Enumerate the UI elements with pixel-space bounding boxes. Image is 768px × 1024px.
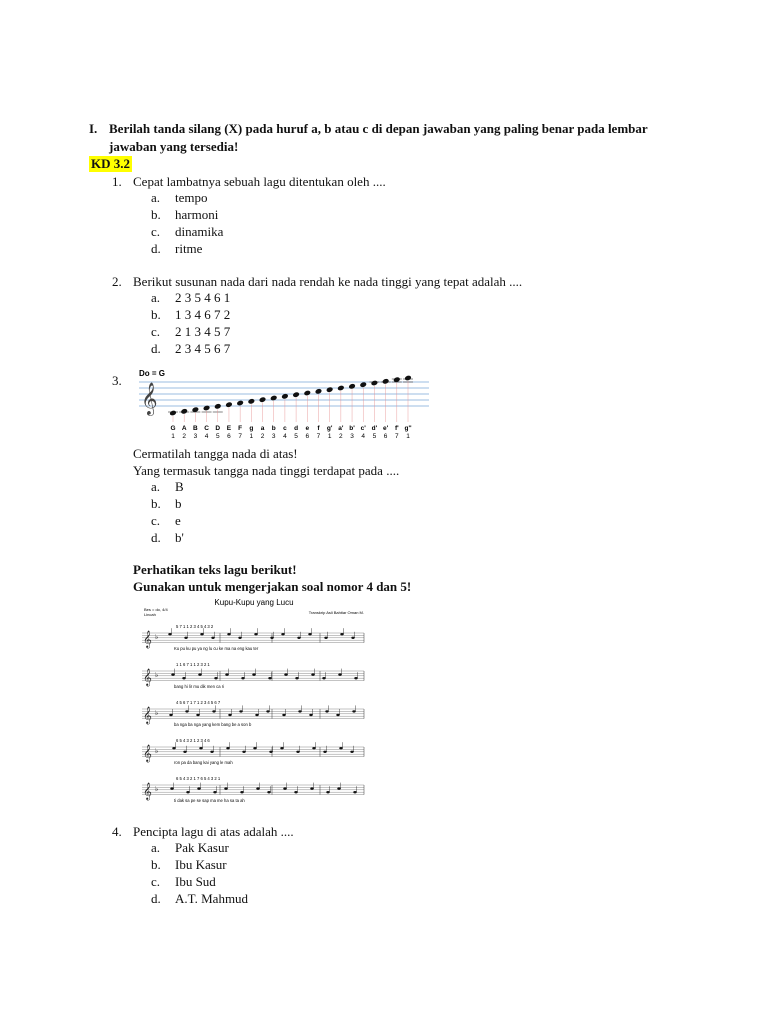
treble-clef-icon: 𝄞 — [143, 745, 152, 762]
question-number: 4. — [112, 824, 122, 839]
song-note — [213, 791, 216, 793]
scale-number: 6 — [305, 433, 310, 440]
flat-icon: ♭ — [155, 672, 159, 679]
scale-number: 2 — [339, 433, 343, 440]
song-note — [226, 747, 229, 749]
treble-clef-icon: 𝄞 — [143, 669, 152, 686]
song-note — [354, 677, 357, 679]
instruction-line-2: jawaban yang tersedia! — [109, 139, 239, 154]
instruction-line-1: Berilah tanda silang (X) pada huruf a, b atau c di depan jawaban yang paling benar pada lembar — [109, 121, 648, 136]
scale-number: 1 — [406, 433, 410, 440]
song-note — [196, 714, 199, 716]
song-note — [197, 787, 200, 789]
song-note — [200, 633, 203, 635]
option-letter: c. — [151, 874, 161, 889]
scale-letter: f' — [394, 425, 399, 432]
scale-letter: c — [283, 425, 287, 432]
option-letter: d. — [151, 530, 161, 545]
staff-lyrics: Ku pu ku pu ya ng lu cu ke ma na eng kau ter — [174, 646, 259, 651]
treble-clef-icon: 𝄞 — [143, 707, 152, 724]
scale-letter: g'' — [404, 425, 412, 432]
option-text: b' — [175, 530, 184, 545]
option-letter: c. — [151, 513, 161, 528]
song-note — [336, 714, 339, 716]
scale-letter: c' — [360, 425, 366, 432]
song-sheet-image — [140, 597, 368, 820]
scale-number: 7 — [238, 433, 242, 440]
song-note — [168, 633, 171, 635]
option-letter: a. — [151, 840, 161, 855]
option-text: harmoni — [175, 207, 219, 222]
song-note — [353, 791, 356, 793]
scale-letter: b' — [349, 425, 355, 432]
option-letter: d. — [151, 891, 161, 906]
song-note — [210, 751, 213, 753]
song-note — [211, 637, 214, 639]
song-note — [241, 677, 244, 679]
song-note — [338, 673, 341, 675]
scale-number: 4 — [361, 433, 366, 440]
staff-numbers: 1 1 6 7 1 1 2 3 2 1 — [176, 662, 210, 667]
treble-clef-icon: 𝄞 — [143, 631, 152, 648]
staff-numbers: 4 5 6 7 1 7 1 2 3 4 5 6 7 — [176, 700, 221, 705]
scale-number: 2 — [182, 433, 187, 440]
song-note — [312, 747, 315, 749]
song-note — [269, 751, 272, 753]
option-letter: b. — [151, 857, 161, 872]
song-note — [238, 637, 241, 639]
song-note — [266, 710, 269, 712]
option-letter: a. — [151, 479, 161, 494]
question-text: Cepat lambatnya sebuah lagu ditentukan oleh .... — [133, 174, 386, 189]
song-note — [185, 710, 188, 712]
song-note — [182, 677, 185, 679]
song-note — [256, 787, 259, 789]
question-3-line-2: Yang termasuk tangga nada tinggi terdapat pada .... — [133, 463, 400, 478]
scale-number: 6 — [227, 433, 231, 440]
song-note — [325, 710, 328, 712]
song-note — [171, 673, 174, 675]
option-letter: d. — [151, 341, 161, 356]
song-note — [310, 787, 313, 789]
song-note — [255, 714, 258, 716]
scale-letter: g — [249, 425, 254, 432]
scale-number: 6 — [383, 433, 388, 440]
option-letter: b. — [151, 207, 161, 222]
song-note — [239, 710, 242, 712]
option-text: Pak Kasur — [175, 840, 229, 855]
scale-letter: e' — [383, 425, 389, 432]
option-letter: a. — [151, 290, 161, 305]
song-note — [227, 633, 230, 635]
scale-letter: G — [170, 425, 176, 432]
song-meta-left-1: Bes = do, 4/4 — [144, 607, 168, 612]
option-text: B — [175, 479, 184, 494]
question-text: Pencipta lagu di atas adalah .... — [133, 824, 294, 839]
song-note — [297, 637, 300, 639]
song-note — [198, 673, 201, 675]
song-note — [351, 637, 354, 639]
song-note — [170, 787, 173, 789]
song-note — [184, 637, 187, 639]
song-note — [350, 751, 353, 753]
song-note — [281, 633, 284, 635]
flat-icon: ♭ — [155, 748, 159, 755]
song-note — [224, 787, 227, 789]
song-meta-left-2: Lincah — [144, 612, 156, 617]
song-meta-right: Transkrip Asli Bahtiar Oman M. — [308, 610, 364, 615]
song-note — [280, 747, 283, 749]
song-note-line-1: Perhatikan teks lagu berikut! — [133, 562, 297, 577]
scale-number: 7 — [394, 433, 399, 440]
song-note — [268, 677, 271, 679]
scale-number: 5 — [215, 433, 220, 440]
scale-letter: e — [305, 425, 310, 432]
scale-letter: E — [226, 425, 232, 432]
option-text: dinamika — [175, 224, 224, 239]
song-note — [322, 677, 325, 679]
option-letter: c. — [151, 324, 161, 339]
option-text: Ibu Kasur — [175, 857, 227, 872]
question-3-line-1: Cermatilah tangga nada di atas! — [133, 446, 298, 461]
song-note — [254, 633, 257, 635]
scale-number: 3 — [193, 433, 198, 440]
option-text: ritme — [175, 241, 203, 256]
song-note — [183, 751, 186, 753]
song-note — [323, 751, 326, 753]
scale-letter: g' — [326, 425, 333, 432]
scale-letter: b — [271, 425, 276, 432]
song-note — [169, 714, 172, 716]
question-number: 3. — [112, 373, 122, 388]
treble-clef-icon: 𝄞 — [143, 783, 152, 800]
song-title: Kupu-Kupu yang Lucu — [214, 598, 294, 607]
staff-numbers: 6 5 4 3 2 1 7 6 5 4 3 2 1 — [176, 776, 221, 781]
scale-number: 5 — [294, 433, 298, 440]
section-numeral: I. — [89, 121, 98, 136]
song-note — [270, 637, 273, 639]
scale-letter: d' — [371, 425, 378, 432]
option-letter: c. — [151, 224, 161, 239]
scale-letter: d — [294, 425, 299, 432]
scale-number: 1 — [249, 433, 254, 440]
song-note — [282, 714, 285, 716]
staff-numbers: 5 7 1 1 2 3 4 5 4 3 2 — [176, 624, 214, 629]
song-note — [283, 787, 286, 789]
option-text: 2 3 4 5 6 7 — [175, 341, 231, 356]
option-letter: a. — [151, 190, 161, 205]
option-letter: d. — [151, 241, 161, 256]
option-text: 2 3 5 4 6 1 — [175, 290, 231, 305]
song-note — [296, 751, 299, 753]
song-note-line-2: Gunakan untuk mengerjakan soal nomor 4 dan 5! — [133, 579, 412, 594]
staff-lyrics: ron pa da bang kai yang le mah — [174, 760, 233, 765]
scale-number: 4 — [283, 433, 287, 440]
scale-number: 7 — [316, 433, 321, 440]
song-note — [252, 673, 255, 675]
song-note — [240, 791, 243, 793]
question-number: 1. — [112, 174, 122, 189]
option-text: 1 3 4 6 7 2 — [175, 307, 231, 322]
option-text: tempo — [175, 190, 208, 205]
scale-number: 3 — [271, 433, 276, 440]
song-note — [267, 791, 270, 793]
scale-letter: D — [215, 425, 221, 432]
song-note — [199, 747, 202, 749]
song-note — [225, 673, 228, 675]
option-text: 2 1 3 4 5 7 — [175, 324, 231, 339]
staff-lyrics: ba nga ba nga yang kem bang be a son b — [174, 722, 252, 727]
scale-image — [133, 364, 433, 444]
flat-icon: ♭ — [155, 786, 159, 793]
scale-number: 4 — [204, 433, 209, 440]
flat-icon: ♭ — [155, 710, 159, 717]
kd-label: KD 3.2 — [91, 156, 130, 171]
song-note — [337, 787, 340, 789]
option-text: b — [175, 496, 182, 511]
song-note — [339, 747, 342, 749]
scale-key-label: Do = G — [139, 369, 166, 378]
song-note — [298, 710, 301, 712]
song-note — [324, 637, 327, 639]
staff-numbers: 6 5 4 3 2 1 2 3 4 6 — [176, 738, 210, 743]
song-note — [326, 791, 329, 793]
song-note — [186, 791, 189, 793]
staff-lyrics: ti dak sa pe se sap ma me ha sa ta ah — [174, 798, 245, 803]
scale-number: 1 — [171, 433, 175, 440]
song-note — [309, 714, 312, 716]
option-letter: b. — [151, 307, 161, 322]
song-note — [295, 677, 298, 679]
option-text: e — [175, 513, 181, 528]
scale-number: 5 — [372, 433, 377, 440]
song-note — [253, 747, 256, 749]
song-note — [228, 714, 231, 716]
song-note — [311, 673, 314, 675]
scale-number: 1 — [327, 433, 332, 440]
question-text: Berikut susunan nada dari nada rendah ke nada tinggi yang tepat adalah .... — [133, 274, 523, 289]
song-note — [284, 673, 287, 675]
scale-letter: F — [238, 425, 243, 432]
scale-letter: B — [193, 425, 198, 432]
scale-number: 2 — [260, 433, 265, 440]
scale-letter: C — [204, 425, 209, 432]
scale-number: 3 — [350, 433, 354, 440]
song-note — [242, 751, 245, 753]
scale-letter: f — [317, 425, 320, 432]
scale-letter: a' — [338, 425, 344, 432]
song-note — [214, 677, 217, 679]
staff-lyrics: bang hi lir mu dik men ca ri — [174, 684, 225, 689]
flat-icon: ♭ — [155, 634, 159, 641]
scale-letter: A — [181, 425, 187, 432]
song-note — [340, 633, 343, 635]
scale-letter: a — [260, 425, 265, 432]
option-text: A.T. Mahmud — [175, 891, 249, 906]
question-number: 2. — [112, 274, 122, 289]
song-note — [352, 710, 355, 712]
song-note — [212, 710, 215, 712]
option-letter: b. — [151, 496, 161, 511]
song-note — [294, 791, 297, 793]
song-note — [172, 747, 175, 749]
option-text: Ibu Sud — [175, 874, 216, 889]
treble-clef-icon: 𝄞 — [141, 383, 158, 414]
song-note — [308, 633, 311, 635]
